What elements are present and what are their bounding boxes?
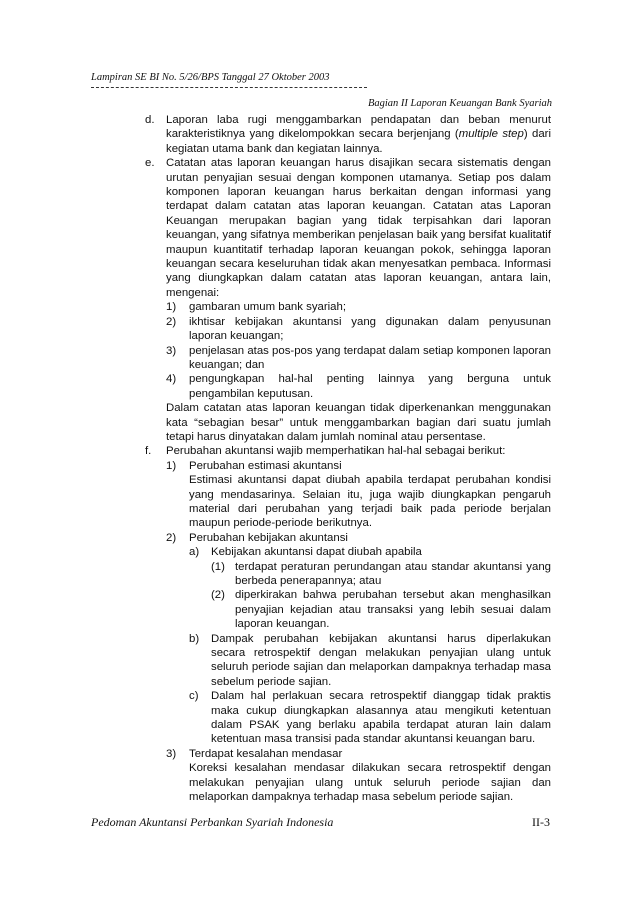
item-label: c): [189, 690, 199, 703]
header-divider: [91, 87, 367, 88]
item-label: 3): [166, 344, 177, 357]
sub-sub-item: [0, 545, 638, 559]
sub-item-title: Terdapat kesalahan mendasar: [189, 747, 343, 760]
item-text: diperkirakan bahwa perubahan tersebut akan menghasilkan penyajian kejadian atau transaksi yang lebih sesuai dalam laporan keuangan.: [235, 589, 551, 631]
item-text: Dalam hal perlakuan secara retrospektif dianggap tidak praktis maka cukup diungkapkan alasannya atau mengikuti ketentuan dalam PSAK yang berlaku apabila terdapat aturan lain dalam ketentuan masa transisi pada standar akuntansi keuangan baru.: [211, 690, 551, 746]
list-item-f: [0, 444, 638, 458]
item-text: Dampak perubahan kebijakan akuntansi harus diperlakukan secara retrospektif dengan melakukan penyajian ulang untuk seluruh periode sajian dan melaporkan dampaknya terhadap masa sebelum periode sajian.: [211, 632, 551, 688]
sub-sub-item: [0, 632, 638, 690]
header-section-title: Bagian II Laporan Keuangan Bank Syariah: [367, 98, 552, 109]
footer-title: Pedoman Akuntansi Perbankan Syariah Indonesia: [91, 815, 334, 829]
emphasis-term: multiple step: [458, 128, 524, 141]
sub-item-paragraph: Koreksi kesalahan mendasar dilakukan secara retrospektif dengan melakukan penyajian ulang untuk seluruh periode sajian dan melaporkan dampaknya terhadap masa sebelum periode sajian.: [189, 762, 551, 804]
item-text: Catatan atas laporan keuangan harus disajikan secara sistematis dengan urutan penyajian sesuai dengan komponen utamanya. Setiap pos dalam komponen laporan keuangan harus berkaitan dengan informasi yang terdapat dalam catatan atas laporan keuangan. Catatan atas Laporan Keuangan merupakan bagian yang tidak terpisahkan dari laporan keuangan, yang sifatnya memberikan penjelasan baik yang bersifat kualitatif maupun kuantitatif terhadap laporan keuangan pokok, sehingga laporan keuangan secara keseluruhan tidak akan menyesatkan pembaca. Informasi yang diungkapkan dalam catatan atas laporan keuangan, antara lain, mengenai:: [166, 157, 551, 299]
page-number: II-3: [532, 815, 550, 829]
item-label: d.: [145, 114, 155, 126]
sub-sub-item: [0, 689, 638, 747]
sub-item: [0, 315, 638, 344]
list-item-d: [0, 113, 638, 156]
item-text: Laporan laba rugi menggambarkan pendapatan dan beban menurut karakteristiknya yang dikelompokkan secara berjenjang (multiple step) dari kegiatan utama bank dan kegiatan lainnya.: [166, 114, 551, 155]
page-body: [0, 113, 638, 805]
item-text: pengungkapan hal-hal penting lainnya yang berguna untuk pengambilan keputusan.: [189, 373, 551, 400]
sub-item: [0, 300, 638, 314]
item-text: ikhtisar kebijakan akuntansi yang digunakan dalam penyusunan laporan keuangan;: [189, 315, 551, 343]
item-label: 2): [166, 531, 177, 544]
item-label: 2): [166, 315, 177, 328]
list-item-e: [0, 156, 638, 300]
sub-item-title: Perubahan estimasi akuntansi: [189, 459, 342, 472]
header-reference: Lampiran SE BI No. 5/26/BPS Tanggal 27 Oktober 2003: [91, 72, 330, 83]
item-label: 1): [166, 301, 177, 314]
item-text: Perubahan akuntansi wajib memperhatikan hal-hal sebagai berikut:: [166, 445, 506, 458]
item-text: penjelasan atas pos-pos yang terdapat dalam setiap komponen laporan keuangan; dan: [189, 344, 551, 371]
item-label: e.: [145, 157, 155, 170]
item-text: terdapat peraturan perundangan atau standar akuntansi yang berbeda penerapannya; atau: [235, 560, 551, 587]
sub-item: [0, 531, 638, 545]
sub-item: [0, 344, 638, 373]
item-label: 3): [166, 747, 177, 760]
item-label: (1): [211, 560, 225, 573]
item-label: 1): [166, 459, 177, 472]
item-label: f.: [145, 445, 152, 458]
item-label: (2): [211, 589, 225, 602]
sub-item: [0, 459, 638, 473]
item-label: a): [189, 546, 200, 559]
sub-item-paragraph: Estimasi akuntansi dapat diubah apabila terdapat perubahan kondisi yang mendasarinya. Selaian itu, juga wajib diungkapkan pengaruh material dari perubahan yang terjadi baik pada periode berjalan maupun periode-periode berikutnya.: [189, 474, 551, 530]
item-text: Kebijakan akuntansi dapat diubah apabila: [211, 546, 422, 559]
sub-item-title: Perubahan kebijakan akuntansi: [189, 531, 348, 544]
closing-paragraph: Dalam catatan atas laporan keuangan tidak diperkenankan menggunakan kata “sebagian besar” untuk menggambarkan bagian dari suatu jumlah tetapi harus dinyatakan dalam jumlah nominal atau persentase.: [166, 402, 551, 443]
numbered-item: [0, 588, 638, 631]
item-text: gambaran umum bank syariah;: [189, 301, 347, 314]
item-label: b): [189, 632, 200, 645]
item-label: 4): [166, 373, 177, 386]
sub-item: [0, 372, 638, 401]
numbered-item: [0, 560, 638, 589]
sub-item: [0, 747, 638, 761]
